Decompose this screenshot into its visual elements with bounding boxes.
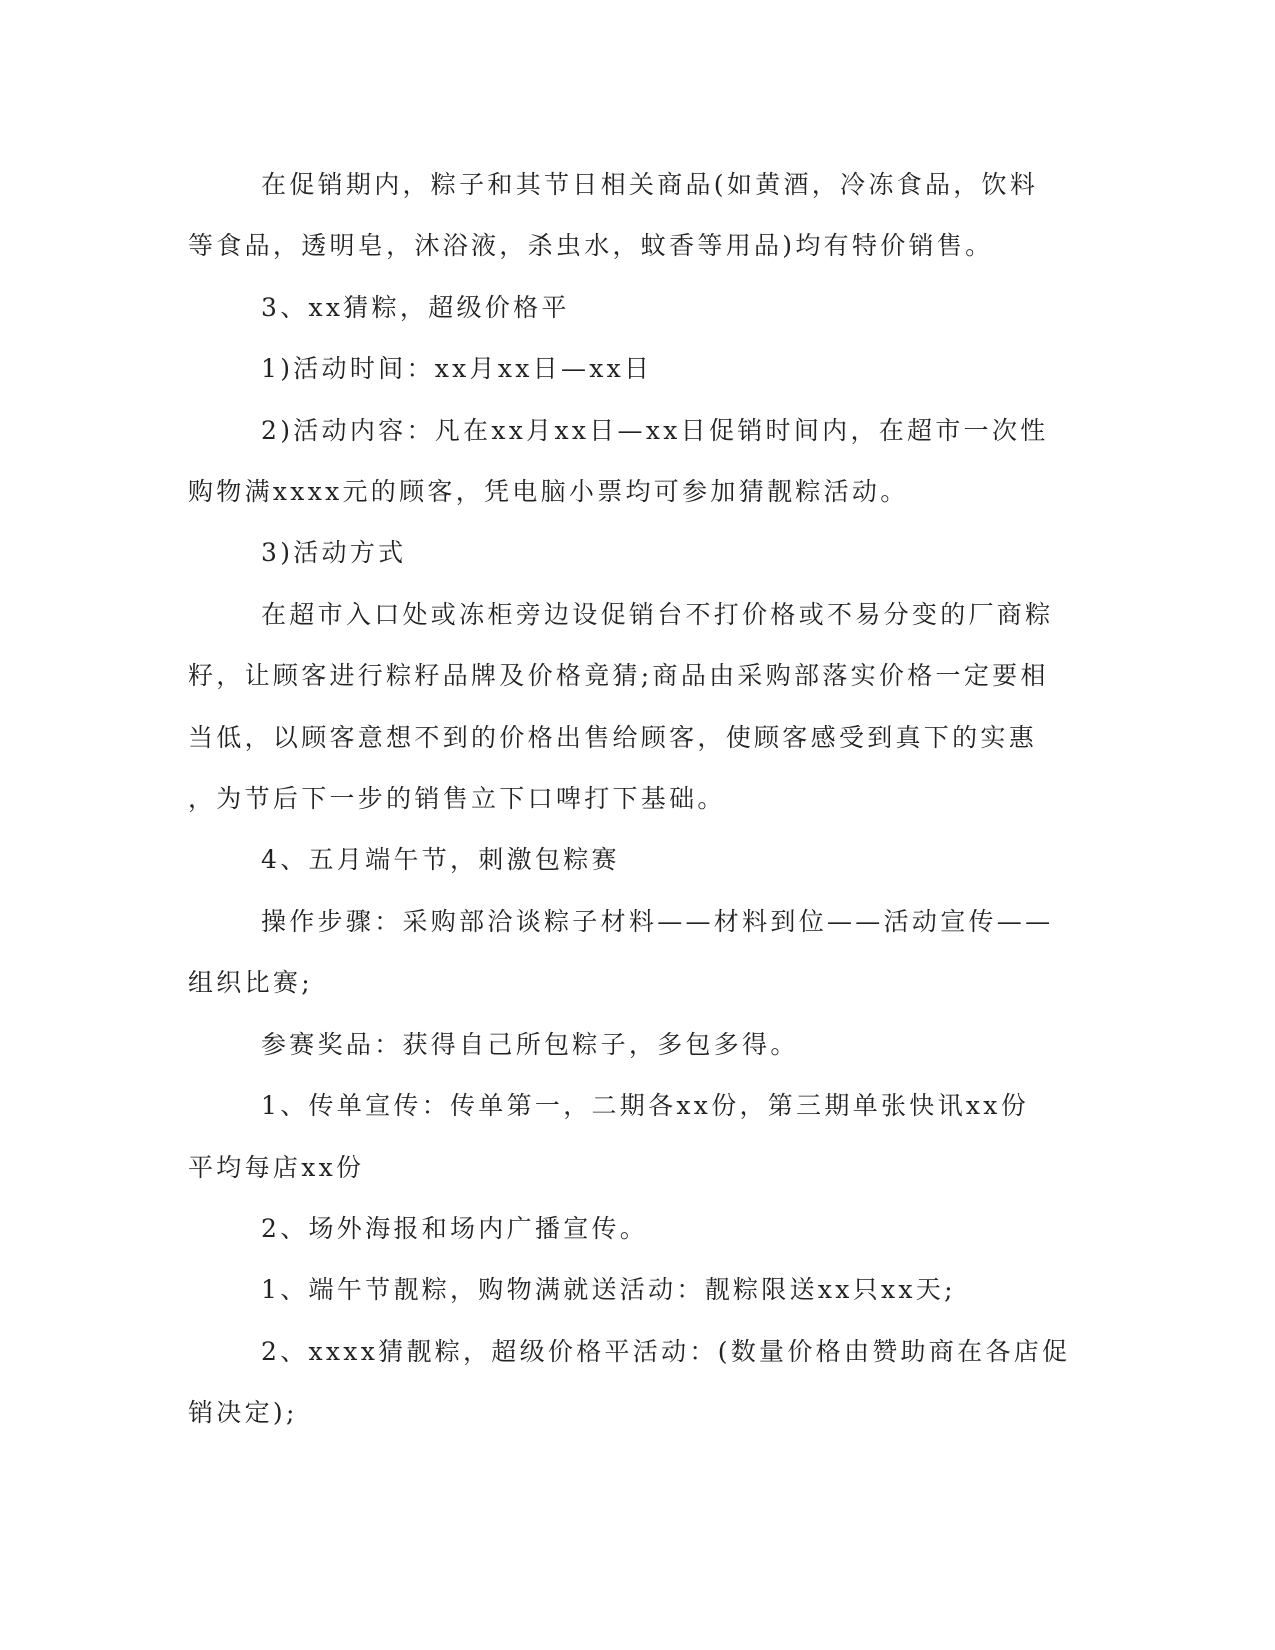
paragraph-line: 3)活动方式 <box>261 538 407 568</box>
paragraph-line: 等食品，透明皂，沐浴液，杀虫水，蚊香等用品)均有特价销售。 <box>188 231 994 261</box>
document-body <box>188 154 1075 1444</box>
paragraph-line: 在超市入口处或冻柜旁边设促销台不打价格或不易分变的厂商粽 <box>261 599 1054 629</box>
paragraph-line: 销决定); <box>188 1398 298 1428</box>
paragraph-line: 籽，让顾客进行粽籽品牌及价格竟猜;商品由采购部落实价格一定要相 <box>188 661 1049 691</box>
paragraph-line: 在促销期内，粽子和其节日相关商品(如黄酒，冷冻食品，饮料 <box>261 170 1039 199</box>
paragraph-line: 2、xxxx猜靓粽，超级价格平活动：(数量价格由赞助商在各店促 <box>261 1336 1071 1366</box>
paragraph-line: 组织比赛; <box>188 968 313 998</box>
paragraph-line: 当低，以顾客意想不到的价格出售给顾客，使顾客感受到真下的实惠 <box>188 722 1038 752</box>
section-heading: 4、五月端午节，刺激包粽赛 <box>261 845 620 875</box>
paragraph-line: 操作步骤：采购部洽谈粽子材料——材料到位——活动宣传—— <box>261 906 1054 936</box>
paragraph-line: 参赛奖品：获得自己所包粽子，多包多得。 <box>261 1029 799 1059</box>
paragraph-line: 购物满xxxx元的顾客，凭电脑小票均可参加猜靓粽活动。 <box>188 477 909 507</box>
paragraph-line: 2、场外海报和场内广播宣传。 <box>261 1213 649 1243</box>
paragraph-line: ，为节后下一步的销售立下口啤打下基础。 <box>188 784 726 814</box>
section-heading: 3、xx猜粽，超级价格平 <box>261 292 570 322</box>
paragraph-line: 1、传单宣传：传单第一，二期各xx份，第三期单张快讯xx份 <box>261 1091 1030 1121</box>
paragraph-line: 平均每店xx份 <box>188 1152 365 1182</box>
paragraph-line: 1、端午节靓粽，购物满就送活动：靓粽限送xx只xx天; <box>261 1275 956 1305</box>
paragraph-line: 1)活动时间：xx月xx日—xx日 <box>261 354 653 384</box>
paragraph-line: 2)活动内容：凡在xx月xx日—xx日促销时间内，在超市一次性 <box>261 415 1049 445</box>
